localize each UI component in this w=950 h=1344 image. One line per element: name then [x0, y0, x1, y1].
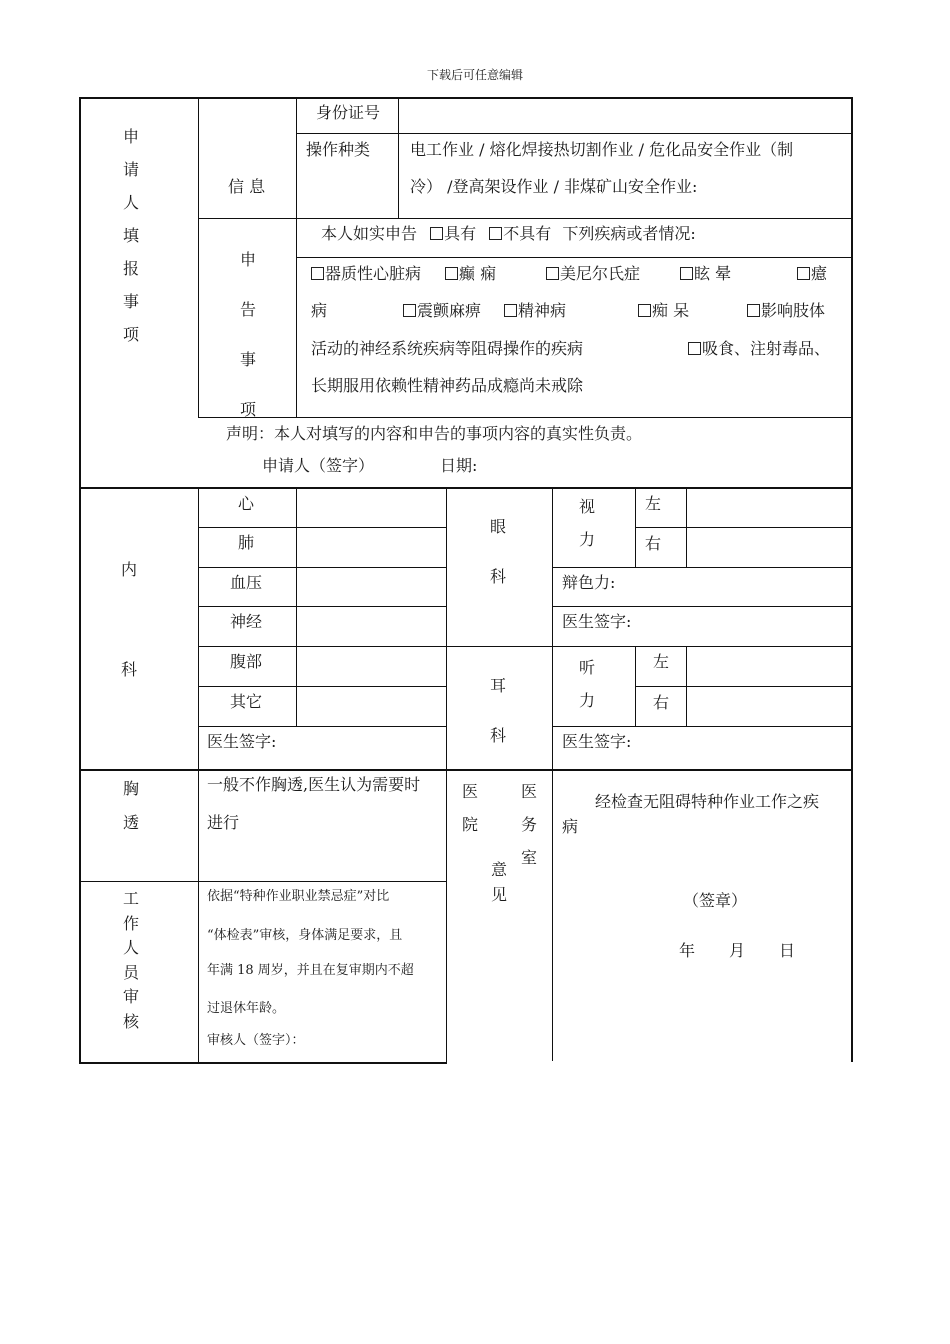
declaration-intro: 本人如实申告 具有 不具有 下列疾病或者情况: — [321, 224, 696, 243]
has-not-checkbox[interactable] — [489, 224, 503, 243]
review-text-line1: 依据“特种作业职业禁忌症”对比 — [207, 889, 390, 904]
clinic-label: 医务室 — [520, 782, 537, 867]
review-text-line3: 年满 18 周岁，并且在复审期内不超 — [207, 963, 414, 978]
vision-label: 视力 — [578, 497, 595, 549]
color-vision-label: 辩色力: — [562, 573, 616, 592]
blood-pressure-label: 血压 — [230, 573, 263, 592]
internal-medicine-label-top: 内 — [121, 560, 138, 579]
vision-right-label: 右 — [645, 534, 662, 553]
reviewer-signature-label: 审核人（签字）： — [207, 1033, 305, 1048]
lung-field[interactable] — [297, 528, 446, 567]
statement-text: 声明：本人对填写的内容和申告的事项内容的真实性负责。 — [226, 424, 643, 443]
chest-xray-note-line1: 一般不作胸透,医生认为需要时 — [207, 775, 421, 794]
applicant-signature-label: 申请人（签字） — [262, 456, 375, 475]
header-note: 下载后可任意编辑 — [426, 68, 523, 82]
hospital-label: 医院 — [461, 782, 478, 834]
disease-drug-use-cont: 长期服用依赖性精神药品成瘾尚未戒除 — [311, 376, 584, 395]
blood-pressure-field[interactable] — [297, 568, 446, 606]
id-number-label: 身份证号 — [316, 103, 381, 122]
vision-left-field[interactable] — [687, 489, 851, 527]
info-label: 信 息 — [228, 177, 266, 196]
date-day: 日 — [779, 941, 796, 960]
operation-type-label: 操作种类 — [306, 140, 371, 159]
vision-left-label: 左 — [645, 494, 662, 513]
staff-review-label: 工作人员审核 — [122, 889, 139, 1031]
other-label: 其它 — [230, 692, 263, 711]
hearing-right-field[interactable] — [687, 687, 851, 726]
vision-right-field[interactable] — [687, 528, 851, 567]
disease-meniere[interactable]: 美尼尔氏症 — [546, 264, 640, 284]
hospital-opinion-line1: 经检查无阻碍特种作业工作之疾 — [595, 792, 820, 811]
chest-xray-note-line2: 进行 — [207, 813, 240, 832]
hearing-label: 听力 — [578, 658, 595, 710]
disease-paralysis-agitans[interactable]: 震颤麻痹 — [403, 301, 481, 321]
declaration-label: 申告事项 — [239, 250, 256, 419]
ear-doctor-sign: 医生签字: — [562, 732, 632, 751]
seal-label: （签章） — [683, 891, 748, 910]
disease-limb-neuro-cont: 活动的神经系统疾病等阻碍操作的疾病 — [311, 339, 584, 358]
abdomen-label: 腹部 — [230, 652, 263, 671]
disease-dementia[interactable]: 痴 呆 — [638, 301, 689, 321]
disease-hysteria-cont: 病 — [311, 301, 328, 320]
disease-hysteria[interactable]: 癔 — [797, 264, 827, 284]
ear-exam-label: 耳科 — [489, 676, 506, 745]
eye-doctor-sign: 医生签字: — [562, 612, 632, 631]
disease-vertigo[interactable]: 眩 晕 — [680, 264, 731, 284]
heart-label: 心 — [238, 494, 255, 513]
heart-field[interactable] — [297, 489, 446, 527]
date-month: 月 — [729, 941, 746, 960]
applicant-section-label: 申请人填报事项 — [122, 127, 139, 344]
abdomen-field[interactable] — [297, 647, 446, 686]
other-field[interactable] — [297, 687, 446, 726]
hearing-left-field[interactable] — [687, 647, 851, 686]
id-number-field[interactable] — [400, 99, 850, 133]
hospital-opinion-line2: 病 — [562, 817, 579, 836]
lung-label: 肺 — [238, 533, 255, 552]
disease-organic-heart[interactable]: 器质性心脏病 — [311, 264, 421, 284]
internal-doctor-sign: 医生签字: — [207, 732, 277, 751]
date-year: 年 — [679, 941, 696, 960]
disease-drug-use[interactable]: 吸食、注射毒品、 — [688, 339, 830, 359]
neuro-field[interactable] — [297, 607, 446, 646]
eye-exam-label: 眼科 — [489, 517, 506, 586]
neuro-label: 神经 — [230, 612, 263, 631]
review-text-line2: “体检表”审核，身体满足要求，且 — [207, 928, 403, 943]
disease-limb-neuro[interactable]: 影响肢体 — [747, 301, 825, 321]
has-checkbox[interactable] — [430, 224, 444, 243]
opinion-label: 意见 — [490, 860, 507, 904]
review-text-line4: 过退休年龄。 — [207, 1001, 286, 1016]
hearing-right-label: 右 — [653, 693, 670, 712]
internal-medicine-label-bottom: 科 — [121, 660, 138, 679]
disease-psychosis[interactable]: 精神病 — [504, 301, 566, 321]
hearing-left-label: 左 — [653, 652, 670, 671]
applicant-date-label: 日期: — [440, 456, 478, 475]
operation-types-line1: 电工作业 / 熔化焊接热切割作业 / 危化品安全作业（制 — [410, 140, 794, 159]
operation-types-line2: 冷） /登高架设作业 / 非煤矿山安全作业: — [410, 177, 698, 196]
chest-xray-label: 胸透 — [122, 779, 139, 832]
disease-epilepsy[interactable]: 癫 痫 — [445, 264, 496, 284]
